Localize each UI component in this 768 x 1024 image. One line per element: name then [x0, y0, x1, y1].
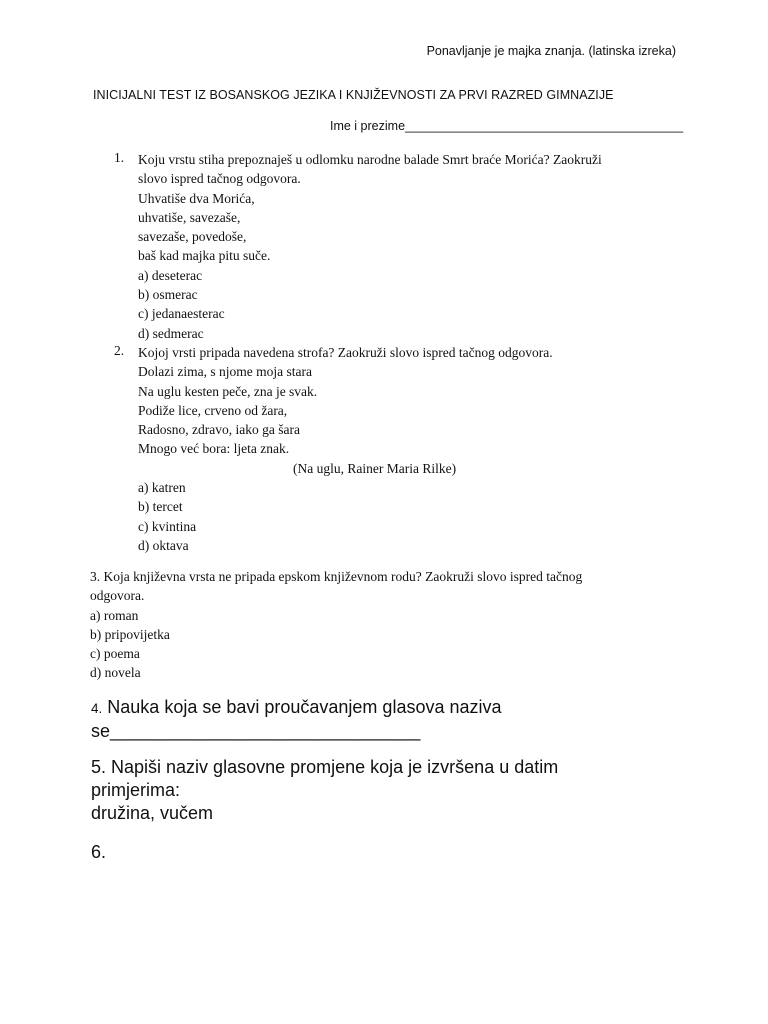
q1-verse: baš kad majka pitu suče. [138, 248, 271, 264]
q2-number: 2. [114, 343, 125, 358]
q1-option-b: b) osmerac [138, 287, 198, 303]
q3-question-line: 3. Koja književna vrsta ne pripada epskom književnom rodu? Zaokruži slovo ispred tačnog [90, 569, 583, 584]
name-field-line: Ime i prezime________________________________________ [330, 119, 684, 133]
question-2 [138, 343, 553, 555]
q5-question-line: 5. Napiši naziv glasovne promjene koja je izvršena u datim [91, 757, 559, 777]
q4-answer-line: se_______________________________ [91, 721, 421, 741]
q2-source: (Na uglu, Rainer Maria Rilke) [293, 460, 457, 476]
q2-option-d: d) oktava [138, 537, 189, 553]
q2-verse: Na uglu kesten peče, zna je svak. [138, 383, 318, 399]
q3-option-b: b) pripovijetka [90, 626, 170, 642]
question-6-label: 6. [91, 842, 107, 862]
question-5 [91, 756, 558, 825]
q1-question-line: slovo ispred tačnog odgovora. [138, 171, 301, 187]
question-4 [91, 696, 502, 743]
q4-number: 4. [91, 701, 103, 716]
q3-option-d: d) novela [90, 665, 141, 681]
q1-option-a: a) deseterac [138, 267, 203, 283]
q1-number: 1. [114, 150, 125, 165]
q2-verse: Radosno, zdravo, iako ga šara [138, 422, 300, 438]
q1-option-c: c) jedanaesterac [138, 306, 225, 322]
q4-text-line: Nauka koja se bavi proučavanjem glasova naziva [107, 697, 502, 717]
q2-verse: Dolazi zima, s njome moja stara [138, 364, 312, 380]
q5-question-line: primjerima: [91, 780, 181, 800]
motto: Ponavljanje je majka znanja. (latinska izreka) [426, 44, 676, 58]
question-3 [90, 567, 582, 683]
question-1 [138, 150, 602, 343]
q2-option-c: c) kvintina [138, 518, 197, 534]
q2-verse: Podiže lice, crveno od žara, [138, 402, 288, 418]
q2-question-line: Kojoj vrsti pripada navedena strofa? Zaokruži slovo ispred tačnog odgovora. [138, 345, 553, 360]
q2-option-b: b) tercet [138, 499, 183, 515]
q3-option-c: c) poema [90, 646, 140, 662]
q1-verse: Uhvatiše dva Morića, [138, 190, 255, 206]
q1-question-line: Koju vrstu stiha prepoznaješ u odlomku narodne balade Smrt braće Morića? Zaokruži [138, 152, 602, 167]
q3-option-a: a) roman [90, 607, 139, 623]
q2-verse: Mnogo već bora: ljeta znak. [138, 441, 290, 457]
q1-verse: uhvatiše, savezaše, [138, 209, 241, 225]
q1-verse: savezaše, povedoše, [138, 229, 247, 245]
document-title: INICIJALNI TEST IZ BOSANSKOG JEZIKA I KNJIŽEVNOSTI ZA PRVI RAZRED GIMNAZIJE [93, 88, 614, 102]
q5-examples: družina, vučem [91, 803, 214, 823]
q2-option-a: a) katren [138, 480, 186, 496]
q1-option-d: d) sedmerac [138, 325, 204, 341]
q3-question-line: odgovora. [90, 588, 145, 604]
